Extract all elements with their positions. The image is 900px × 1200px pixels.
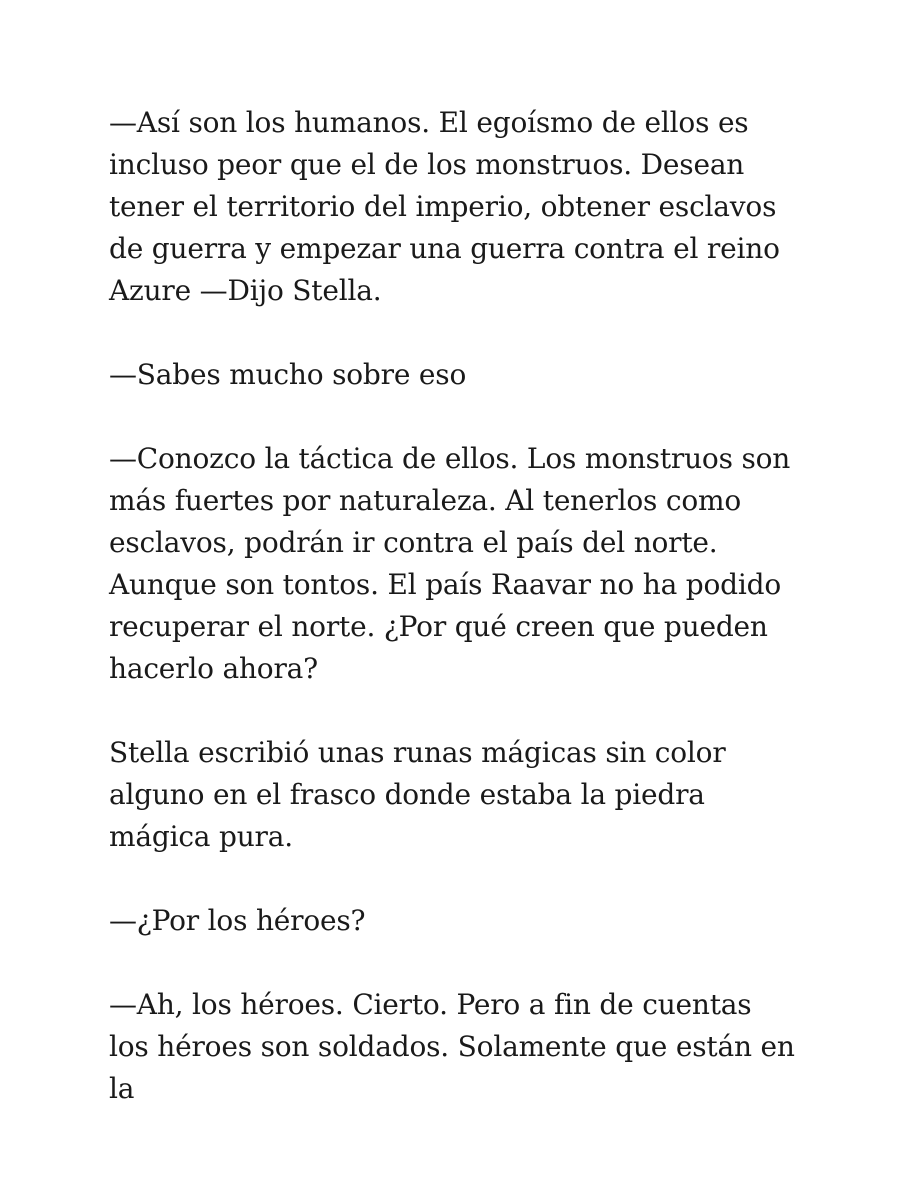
paragraph-3: —Conozco la táctica de ellos. Los monstruos son más fuertes por naturaleza. Al tenerlos como esclavos, podrán ir contra el país del norte. Aunque son tontos. El país Raavar no ha podido recuperar el norte. ¿Por qué creen que pueden hacerlo ahora? bbox=[109, 442, 791, 685]
paragraph-2: —Sabes mucho sobre eso bbox=[109, 358, 467, 391]
paragraph-1: —Así son los humanos. El egoísmo de ellos es incluso peor que el de los monstruos. Desean tener el territorio del imperio, obtener esclavos de guerra y empezar una guerra contra el reino Azure —Dijo Stella. bbox=[109, 106, 780, 307]
paragraph-6: —Ah, los héroes. Cierto. Pero a fin de cuentas los héroes son soldados. Solamente que están en la bbox=[109, 988, 795, 1105]
paragraph-4: Stella escribió unas runas mágicas sin color alguno en el frasco donde estaba la piedra mágica pura. bbox=[109, 736, 726, 853]
paragraph-5: —¿Por los héroes? bbox=[109, 904, 366, 937]
story-text bbox=[109, 102, 799, 1152]
